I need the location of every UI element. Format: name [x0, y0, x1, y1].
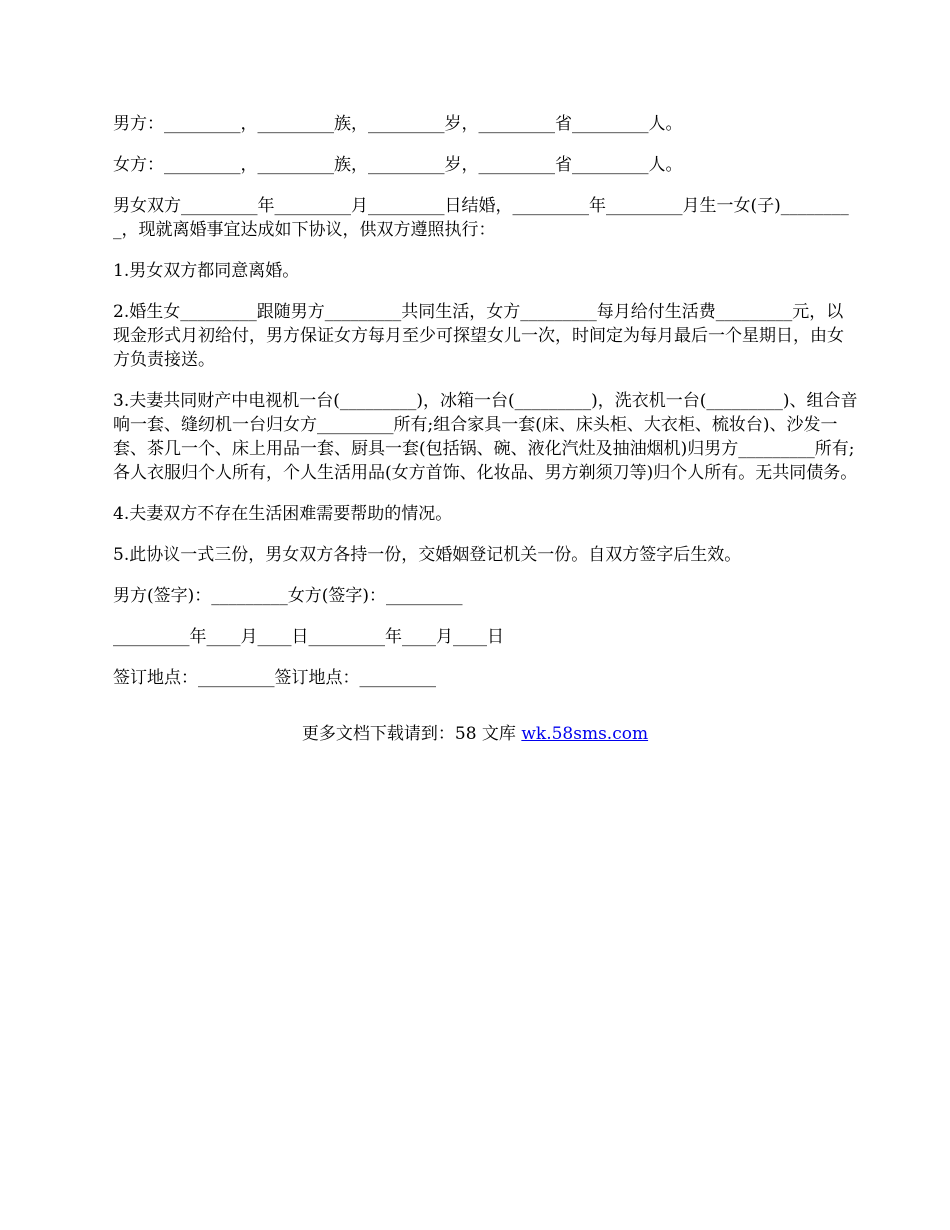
document-body	[113, 112, 858, 707]
date-line: _________年____月____日_________年____月____日	[113, 627, 504, 647]
signature-line: 男方(签字)：_________女方(签字)：_________	[113, 586, 463, 606]
footer-text: 更多文档下载请到：58 文库	[301, 724, 522, 744]
marriage-info: 男女双方_________年_________月_________日结婚，_________年_________月生一女(子)_________，现就离婚事宜达成如下协议，供双方遵照执行：	[113, 196, 849, 240]
footer	[0, 722, 950, 746]
female-party-info: 女方：_________，_________族，_________岁，_________省_________人。	[113, 155, 683, 175]
clause-1: 1.男女双方都同意离婚。	[113, 261, 300, 281]
signing-location-line: 签订地点：_________签订地点：_________	[113, 668, 436, 688]
clause-2: 2.婚生女_________跟随男方_________共同生活，女方_________每月给付生活费_________元，以现金形式月初给付，男方保证女方每月至少可探望女儿一次，时间定为每月最后一个星期日，由女方负责接送。	[113, 302, 844, 370]
clause-5: 5.此协议一式三份，男女双方各持一份，交婚姻登记机关一份。自双方签字后生效。	[113, 545, 742, 565]
clause-3: 3.夫妻共同财产中电视机一台(_________)，冰箱一台(_________)，洗衣机一台(_________)、组合音响一套、缝纫机一台归女方_________所有;组合家具一套(床、床头柜、大衣柜、梳妆台)、沙发一套、茶几一个、床上用品一套、厨具一套(包括锅、碗、液化汽灶及抽油烟机)归男方_________所有;各人衣服归个人所有，个人生活用品(女方首饰、化妆品、男方剃须刀等)归个人所有。无共同债务。	[113, 391, 858, 483]
male-party-info: 男方：_________，_________族，_________岁，_________省_________人。	[113, 114, 683, 134]
footer-link[interactable]: wk.58sms.com	[521, 724, 649, 744]
clause-4: 4.夫妻双方不存在生活困难需要帮助的情况。	[113, 504, 453, 524]
